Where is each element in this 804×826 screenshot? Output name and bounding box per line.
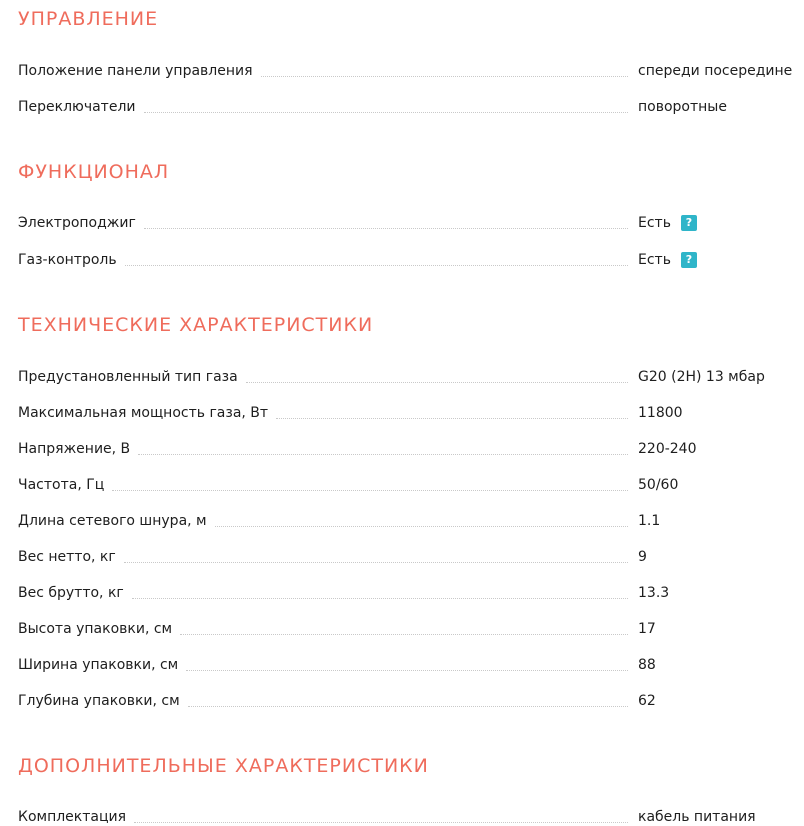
spec-row-gas-control bbox=[18, 249, 804, 269]
spec-row-switches bbox=[18, 96, 804, 116]
spec-value bbox=[638, 620, 804, 638]
dotted-leader bbox=[188, 706, 628, 707]
dotted-leader bbox=[180, 634, 628, 635]
dotted-leader bbox=[246, 382, 628, 383]
dotted-leader bbox=[138, 454, 628, 455]
spec-value bbox=[638, 476, 804, 494]
dotted-leader bbox=[124, 562, 628, 563]
spec-row-package-width bbox=[18, 654, 804, 674]
spec-value bbox=[638, 404, 804, 422]
spec-label: Комплектация bbox=[18, 809, 127, 825]
spec-value bbox=[638, 548, 804, 566]
dotted-leader bbox=[144, 228, 628, 229]
spec-label: Положение панели управления bbox=[18, 63, 253, 79]
spec-row-package-contents bbox=[18, 806, 804, 826]
dotted-leader bbox=[215, 526, 628, 527]
dotted-leader bbox=[261, 76, 628, 77]
spec-value-text: кабель питания bbox=[638, 809, 756, 825]
spec-label: Напряжение, В bbox=[18, 441, 131, 457]
spec-label: Вес брутто, кг bbox=[18, 585, 124, 601]
spec-row-electric-ignition bbox=[18, 212, 804, 232]
spec-row-package-height bbox=[18, 618, 804, 638]
section-title-tech-specs: ТЕХНИЧЕСКИЕ ХАРАКТЕРИСТИКИ bbox=[18, 314, 374, 336]
dotted-leader bbox=[132, 598, 628, 599]
spec-label: Длина сетевого шнура, м bbox=[18, 513, 207, 529]
spec-value-text: 220-240 bbox=[638, 441, 697, 457]
spec-value bbox=[638, 584, 804, 602]
spec-value bbox=[638, 251, 804, 269]
spec-label: Максимальная мощность газа, Вт bbox=[18, 405, 269, 421]
spec-value-text: 17 bbox=[638, 621, 656, 637]
dotted-leader bbox=[112, 490, 628, 491]
spec-label: Высота упаковки, см bbox=[18, 621, 173, 637]
dotted-leader bbox=[134, 822, 628, 823]
section-title-functions: ФУНКЦИОНАЛ bbox=[18, 161, 170, 183]
spec-row-gross-weight bbox=[18, 582, 804, 602]
spec-value bbox=[638, 368, 804, 386]
spec-value bbox=[638, 98, 804, 116]
spec-value-text: 50/60 bbox=[638, 477, 679, 493]
spec-value-text: 9 bbox=[638, 549, 647, 565]
spec-row-max-gas-power bbox=[18, 402, 804, 422]
spec-value-text: 13.3 bbox=[638, 585, 670, 601]
spec-label: Ширина упаковки, см bbox=[18, 657, 179, 673]
spec-row-cord-length bbox=[18, 510, 804, 530]
spec-row-package-depth bbox=[18, 690, 804, 710]
spec-value bbox=[638, 214, 804, 232]
spec-value-text: 11800 bbox=[638, 405, 683, 421]
spec-value bbox=[638, 692, 804, 710]
spec-value bbox=[638, 808, 804, 826]
section-title-additional-specs: ДОПОЛНИТЕЛЬНЫЕ ХАРАКТЕРИСТИКИ bbox=[18, 755, 429, 777]
section-title-control: УПРАВЛЕНИЕ bbox=[18, 8, 159, 30]
spec-value-text: 88 bbox=[638, 657, 656, 673]
dotted-leader bbox=[276, 418, 628, 419]
spec-value-text: 62 bbox=[638, 693, 656, 709]
spec-value bbox=[638, 656, 804, 674]
spec-value-text: G20 (2H) 13 мбар bbox=[638, 369, 765, 385]
question-mark-icon[interactable]: ? bbox=[681, 252, 697, 268]
dotted-leader bbox=[144, 112, 629, 113]
spec-value bbox=[638, 512, 804, 530]
spec-row-voltage bbox=[18, 438, 804, 458]
spec-label: Предустановленный тип газа bbox=[18, 369, 238, 385]
spec-label: Частота, Гц bbox=[18, 477, 105, 493]
spec-value bbox=[638, 440, 804, 458]
dotted-leader bbox=[125, 265, 628, 266]
spec-label: Газ-контроль bbox=[18, 252, 117, 268]
spec-label: Глубина упаковки, см bbox=[18, 693, 180, 709]
spec-label: Электроподжиг bbox=[18, 215, 136, 231]
spec-row-panel-position bbox=[18, 60, 804, 80]
spec-label: Вес нетто, кг bbox=[18, 549, 116, 565]
spec-value-text: 1.1 bbox=[638, 513, 661, 529]
dotted-leader bbox=[186, 670, 628, 671]
spec-value-text: спереди посередине bbox=[638, 63, 793, 79]
spec-value-text: поворотные bbox=[638, 99, 727, 115]
spec-row-net-weight bbox=[18, 546, 804, 566]
spec-value-text: Есть bbox=[638, 252, 671, 268]
spec-row-frequency bbox=[18, 474, 804, 494]
spec-value-text: Есть bbox=[638, 215, 671, 231]
spec-label: Переключатели bbox=[18, 99, 136, 115]
question-mark-icon[interactable]: ? bbox=[681, 215, 697, 231]
spec-row-gas-type bbox=[18, 366, 804, 386]
spec-value bbox=[638, 62, 804, 80]
